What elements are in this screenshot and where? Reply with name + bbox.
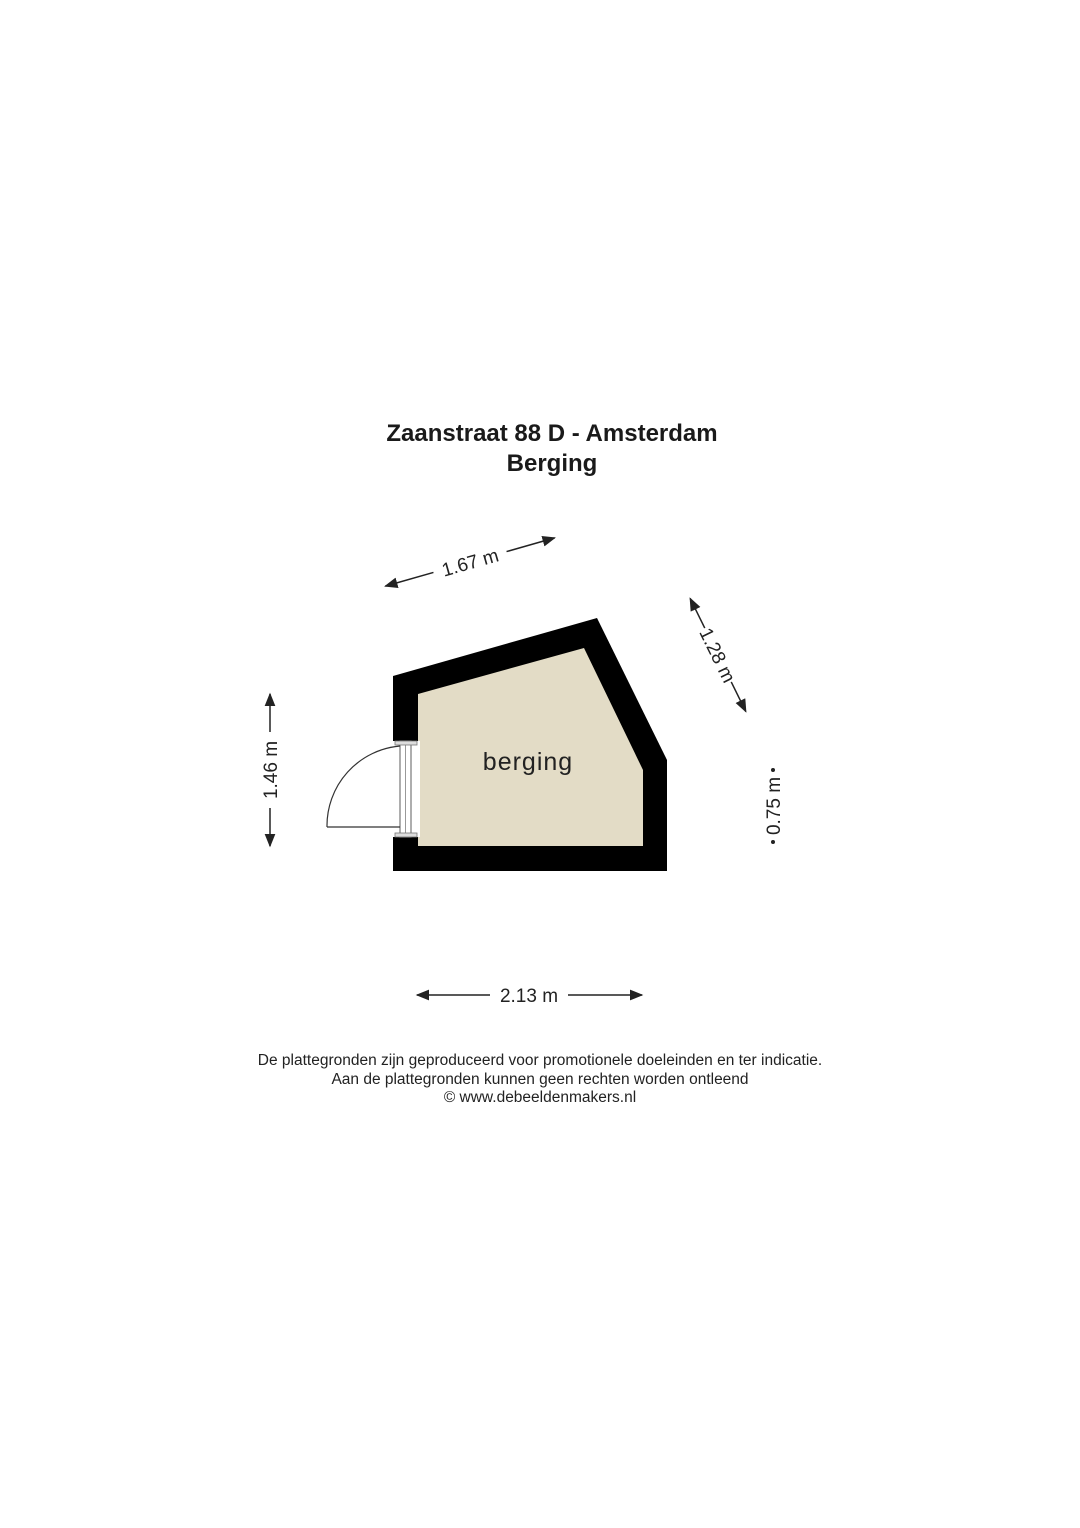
dim-top: 1.67 m: [439, 545, 502, 582]
disclaimer-line-2: Aan de plattegronden kunnen geen rechten worden ontleend: [331, 1071, 749, 1088]
copyright-line: © www.debeeldenmakers.nl: [443, 1089, 637, 1106]
room-label: berging: [482, 748, 574, 776]
plan-title: Zaanstraat 88 D - Amsterdam: [386, 420, 718, 447]
plan-subtitle: Berging: [506, 450, 598, 477]
dim-right-upper: 1.28 m: [694, 624, 739, 687]
dim-right-lower: 0.75 m: [764, 776, 785, 836]
dim-bottom: 2.13 m: [499, 986, 559, 1007]
door-swing: [327, 746, 400, 827]
disclaimer-line-1: De plattegronden zijn geproduceerd voor promotionele doeleinden en ter indicatie.: [257, 1052, 823, 1069]
dim-left: 1.46 m: [261, 740, 282, 800]
